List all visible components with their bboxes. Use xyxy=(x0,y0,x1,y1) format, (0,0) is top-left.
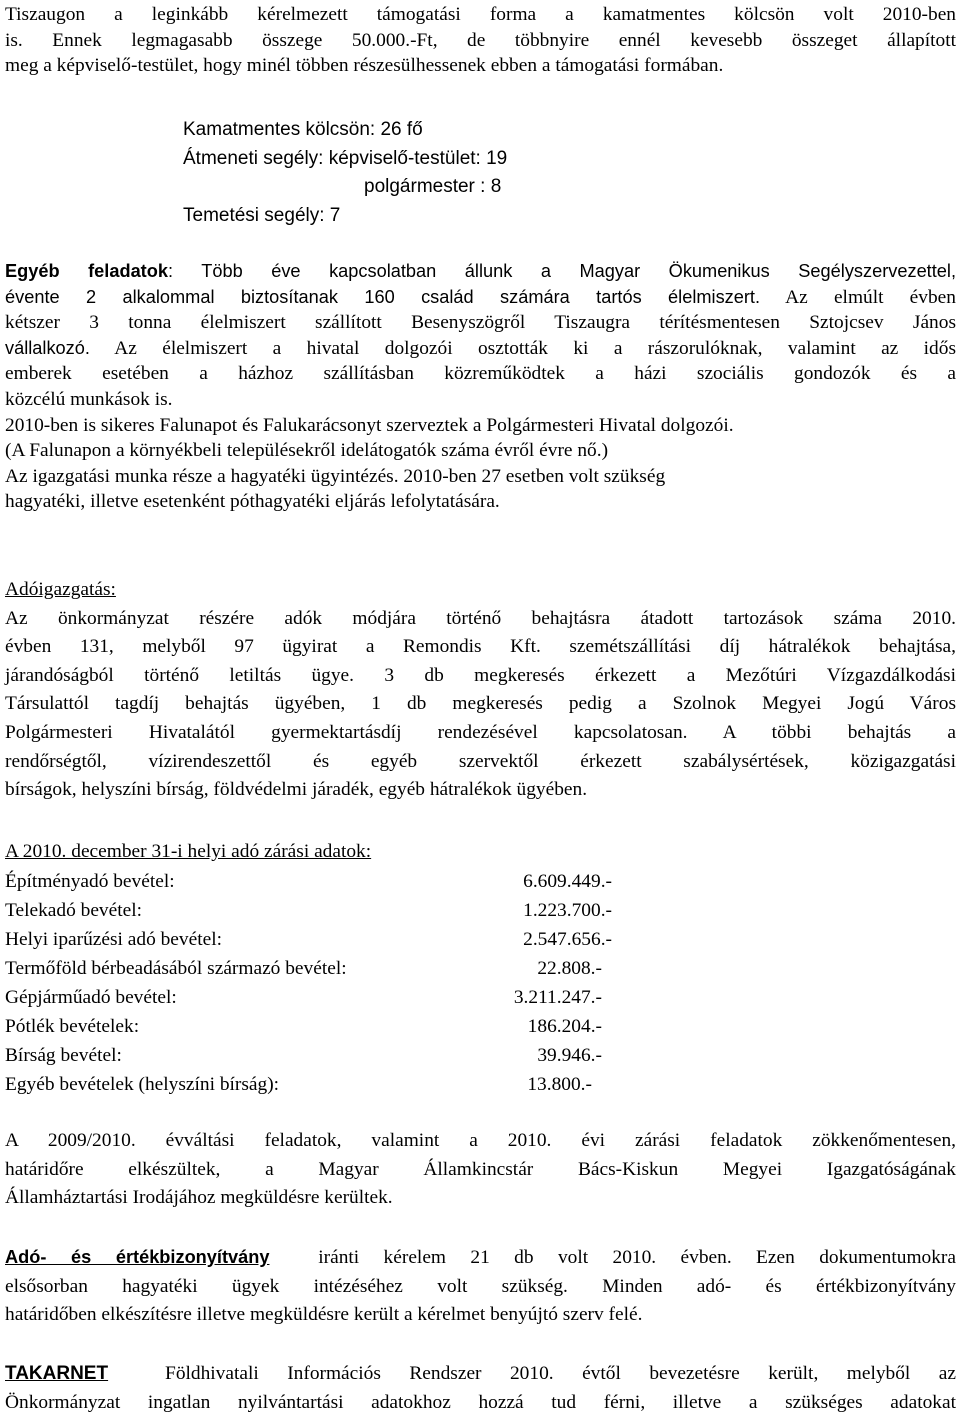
bizonyitvany-section xyxy=(5,1245,956,1328)
egyeb-line: hagyatéki, illetve esetenként póthagyatéki eljárás lefolytatására. xyxy=(5,491,500,513)
tax-value: 6.609.449.- xyxy=(523,871,612,892)
takarnet-line xyxy=(5,1361,956,1387)
egyeb-line: kétszer 3 tonna élelmiszert szállított Besenyszögről Tiszaugra térítésmentesen Sztojcsev János xyxy=(5,312,956,334)
evvaltas-line: Államháztartási Irodájához megküldésre kerültek. xyxy=(5,1187,393,1209)
tax-label: Bírság bevétel: xyxy=(5,1045,122,1066)
stat-temetesi: Temetési segély: 7 xyxy=(183,205,341,226)
egyeb-section xyxy=(5,259,956,515)
intro-line: meg a képviselő-testület, hogy minél többen részesülhessenek ebben a támogatási formában. xyxy=(5,55,724,77)
tax-label: Termőföld bérbeadásából származó bevétel: xyxy=(5,958,347,979)
egyeb-text: Az igazgatási munka része a hagyatéki ügyintézés. xyxy=(5,465,399,487)
tax-value: 186.204.- xyxy=(527,1016,602,1037)
tax-label: Építményadó bevétel: xyxy=(5,871,175,892)
bizonyitvany-line xyxy=(5,1245,956,1271)
takarnet-line: Önkormányzat ingatlan nyilvántartási adatokhoz hozzá tud férni, illetve a szükséges adatokat xyxy=(5,1391,956,1413)
egyeb-heading: Egyéb feladatok xyxy=(5,261,168,281)
egyeb-line: (A Falunapon a környékbeli településekről idelátogatók száma évről évre nő.) xyxy=(5,440,609,462)
egyeb-line: közcélú munkások is. xyxy=(5,388,173,410)
tax-value: 13.800.- xyxy=(527,1074,592,1095)
ado-heading: Adóigazgatás: xyxy=(5,579,116,600)
intro-line: Tiszaugon a leginkább kérelmezett támogatási forma a kamatmentes kölcsön volt 2010-ben xyxy=(5,4,956,25)
tax-value: 1.223.700.- xyxy=(523,900,612,921)
tax-value: 3.211.247.- xyxy=(513,987,602,1008)
evvaltas-section xyxy=(5,1128,956,1211)
bizonyitvany-text: iránti kérelem 21 db volt 2010. évben. Ezen dokumentumokra xyxy=(318,1247,956,1268)
ado-section xyxy=(5,577,956,803)
bizonyitvany-heading: Adó- és értékbizonyítvány xyxy=(5,1247,270,1267)
tax-value: 22.808.- xyxy=(537,958,602,979)
stat-kamatmentes: Kamatmentes kölcsön: 26 fő xyxy=(183,119,423,140)
egyeb-line: 2010-ben is sikeres Falunapot és Falukarácsonyt szerveztek a Polgármesteri Hivatal dolgozói. xyxy=(5,414,734,436)
egyeb-line xyxy=(5,336,956,362)
takarnet-heading: TAKARNET xyxy=(5,1363,109,1384)
tax-label: Gépjárműadó bevétel: xyxy=(5,987,177,1008)
bizonyitvany-line: határidőben elkészítésre illetve megküldésre került a kérelmet benyújtó szerv felé. xyxy=(5,1304,643,1326)
stat-atmeneti: Átmeneti segély: képviselő-testület: 19 xyxy=(183,148,508,169)
egyeb-text: 2010-ben 27 esetben volt szükség xyxy=(398,465,666,487)
takarnet-text: Földhivatali Információs Rendszer 2010. évtől bevezetésre került, melyből az xyxy=(165,1363,956,1384)
tax-label: Pótlék bevételek: xyxy=(5,1016,140,1037)
ado-line: Társulattól tagdíj behajtás ügyében, 1 db megkeresés pedig a Szolnok Megyei Jogú Város xyxy=(5,693,956,715)
egyeb-line xyxy=(5,464,956,490)
tax-table xyxy=(5,869,956,1109)
ado-line: rendőrségtől, vízirendeszettől és egyéb szervektől érkezett szabálysértések, közigazgatási xyxy=(5,750,956,772)
tax-heading: A 2010. december 31-i helyi adó zárási adatok: xyxy=(5,841,372,862)
ado-line: Polgármesteri Hivatalától gyermektartásdíj rendezésével kapcsolatosan. A többi behajtás a xyxy=(5,721,956,743)
ado-line: járandóságból történő letiltás ügye. 3 db megkeresés érkezett a Mezőtúri Vízgazdálkodási xyxy=(5,664,956,686)
egyeb-line xyxy=(5,259,956,285)
ado-line: Az önkormányzat részére adók módjára történő behajtásra átadott tartozások száma 2010. xyxy=(5,607,956,629)
tax-label: Helyi iparűzési adó bevétel: xyxy=(5,929,222,950)
tax-section xyxy=(5,839,956,865)
stat-polgarmester: polgármester : 8 xyxy=(364,176,502,197)
evvaltas-line: határidőre elkészültek, a Magyar Államkincstár Bács-Kiskun Megyei Igazgatóságának xyxy=(5,1158,956,1180)
egyeb-line xyxy=(5,285,956,311)
bizonyitvany-line: elsősorban hagyatéki ügyek intézéséhez volt szükség. Minden adó- és értékbizonyítvány xyxy=(5,1275,956,1297)
tax-label: Telekadó bevétel: xyxy=(5,900,143,921)
intro-paragraph xyxy=(5,2,956,79)
egyeb-text: Az elmúlt évben xyxy=(760,286,956,308)
intro-line: is. Ennek legmagasabb összege 50.000.-Ft, de többnyire ennél kevesebb összeget állapított xyxy=(5,29,956,51)
tax-label: Egyéb bevételek (helyszíni bírság): xyxy=(5,1074,280,1095)
egyeb-text: Az élelmiszert a hivatal dolgozói osztották ki a rászorulóknak, valamint az idős xyxy=(89,337,956,359)
tax-value: 2.547.656.- xyxy=(523,929,612,950)
takarnet-section xyxy=(5,1361,956,1415)
egyeb-text: évente 2 alkalommal biztosítanak 160 család számára tartós élelmiszert. xyxy=(5,286,761,307)
egyeb-text: vállalkozó. xyxy=(5,337,90,358)
egyeb-text: : Több éve kapcsolatban állunk a Magyar Ökumenikus Segélyszervezettel, xyxy=(167,261,956,281)
egyeb-line: emberek esetében a házhoz szállításban közreműködtek a házi szociális gondozók és a xyxy=(5,363,956,385)
evvaltas-line: A 2009/2010. évváltási feladatok, valamint a 2010. évi zárási feladatok zökkenőmentesen, xyxy=(5,1130,956,1151)
tax-value: 39.946.- xyxy=(537,1045,602,1066)
ado-line: évben 131, melyből 97 ügyirat a Remondis Kft. szemétszállítási díj hátralékok behajtása, xyxy=(5,636,956,658)
ado-line: bírságok, helyszíni bírság, földvédelmi járadék, egyéb hátralékok ügyében. xyxy=(5,779,588,801)
